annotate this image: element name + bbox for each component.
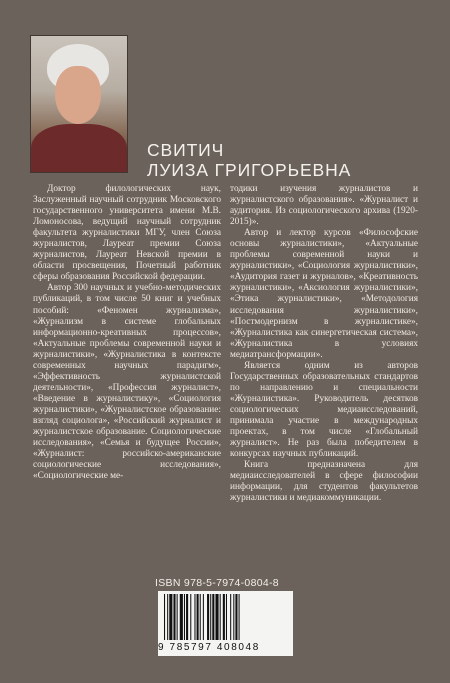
author-surname: СВИТИЧ (147, 140, 225, 160)
bio-paragraph: Автор и лектор курсов «Философские основы журналистики», «Актуальные проблемы современной науки и журналистики», «Социология журналистики», «Аудитория газет и журналов», «Креативность журналистики», «Аксиология журналистики», «Этика журналистики», «Методология исследования журналистики», «Постмодернизм в журналистике», «Журналистика как синергетическая система», «Журналистика в условиях медиатрансформации». (230, 228, 418, 360)
bio-paragraph: Доктор филологических наук, Заслуженный научный сотрудник Московского государственного университета имени М.В. Ломоносова, ведущий научный сотрудник факультета журналистики МГУ, член Союза журналистов, Лауреат премии Союза журналистов, Лауреат Невской премии в области просвещения, Почетный работник сферы образования Российской федерации. (33, 184, 221, 283)
author-given-names: ЛУИЗА ГРИГОРЬЕВНА (147, 160, 352, 180)
author-photo (30, 35, 128, 173)
barcode-bars (158, 591, 293, 641)
bio-paragraph: Является одним из авторов Государственных образовательных стандартов по направлению и специальности «Журналистика». Руководитель десятков социологических медиаисследований, принимала участие в международных проектах, в том числе «Глобальный журналист». Не раз была победителем в конкурсах научных публикаций. (230, 360, 418, 460)
bio-left-column (33, 184, 221, 482)
bio-paragraph: Книга предназначена для медиаисследователей в сфере философии информации, для студентов факультетов журналистики и медиакоммуникации. (230, 460, 418, 504)
isbn-text: ISBN 978-5-7974-0804-8 (155, 577, 279, 589)
bio-right-column (230, 184, 418, 504)
barcode-digits: 9 785797 408048 (158, 642, 260, 653)
barcode (158, 591, 293, 656)
bio-paragraph: Автор 300 научных и учебно-методических публикаций, в том числе 50 книг и учебных пособий: «Феномен журнализма», «Журнализм в системе глобальных информационно-креативных процессов», «Актуальные проблемы современной науки и журналистики», «Журналистика в контексте современных научных парадигм», «Эффективность журналистской деятельности», «Профессия журналист», «Введение в журналистику», «Социология журналистики», «Журналистское образование: взгляд социолога», «Российский журналист и журналистское образование. Социологические исследования», «Семья и будущее России», «Журналист: российско-американские социологические исследования», «Социологические ме- (33, 283, 221, 482)
author-name (147, 140, 351, 180)
bio-paragraph: тодики изучения журналистов и журналистского образования». «Журналист и аудитория. Из социологического архива (1920-2015)». (230, 184, 418, 228)
